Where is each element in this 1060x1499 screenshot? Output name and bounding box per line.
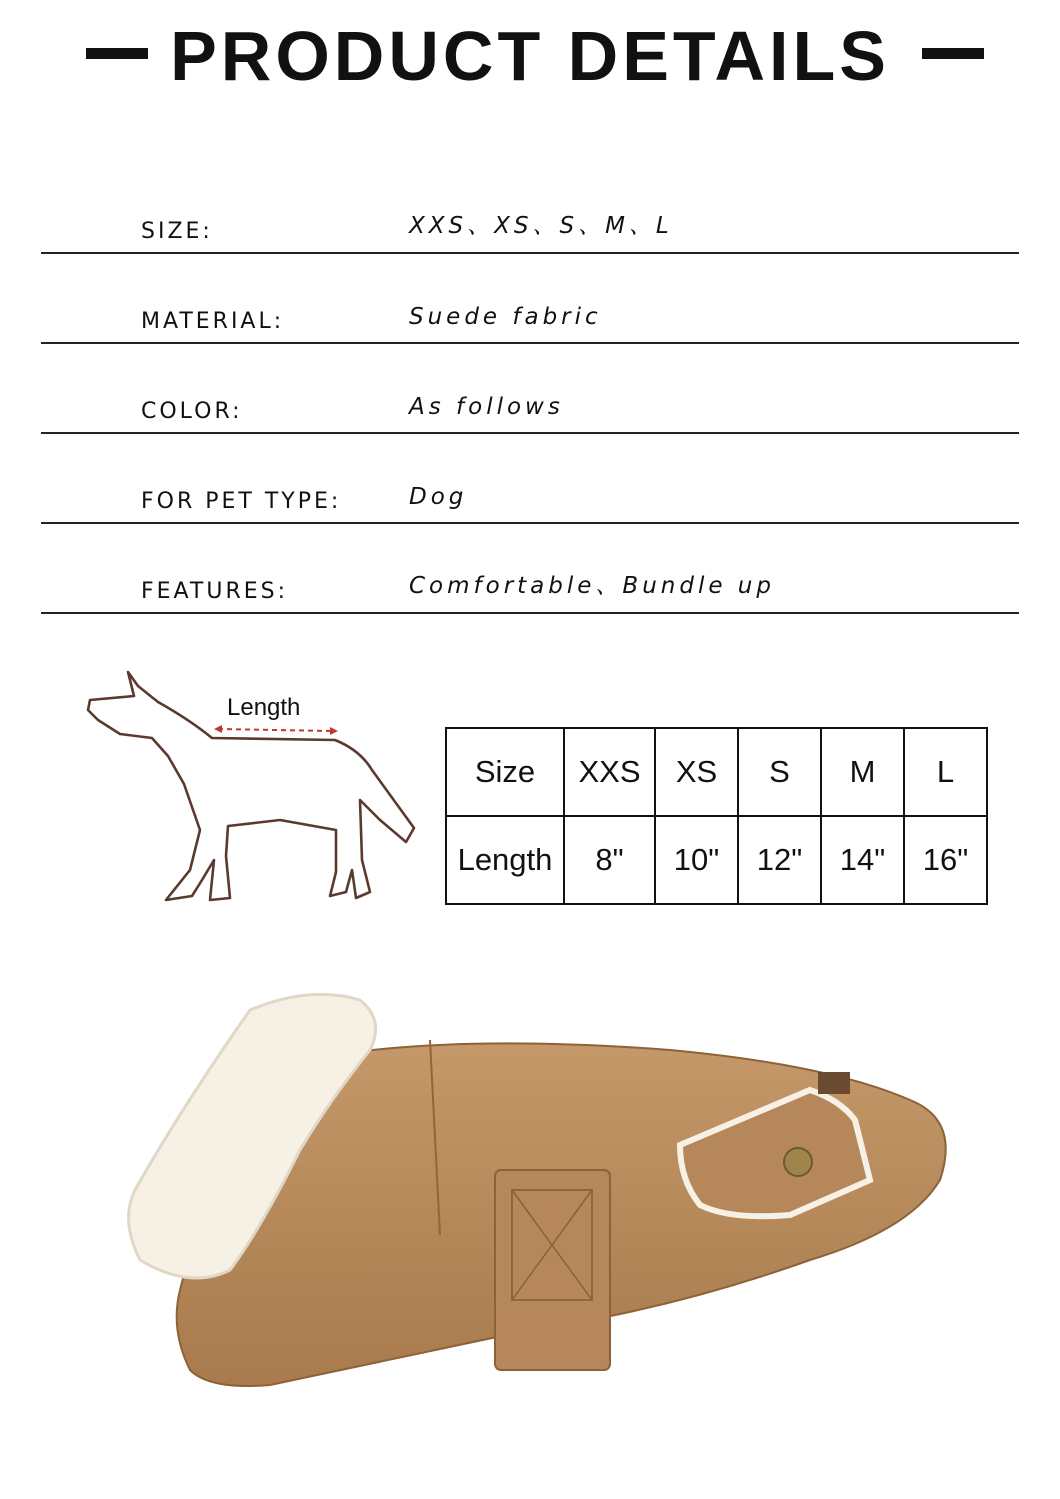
- table-cell: Length: [446, 816, 564, 904]
- table-cell: 14": [821, 816, 904, 904]
- spec-label: COLOR:: [141, 399, 243, 424]
- dog-measurement-diagram: [80, 660, 425, 910]
- table-cell: M: [821, 728, 904, 816]
- spec-row-features: [41, 524, 1019, 614]
- spec-list: [41, 190, 1019, 614]
- spec-label: MATERIAL:: [141, 309, 285, 334]
- spec-row-pet-type: [41, 434, 1019, 524]
- table-cell: 16": [904, 816, 987, 904]
- page-title: PRODUCT DETAILS: [170, 17, 890, 95]
- spec-label: FEATURES:: [141, 579, 289, 604]
- spec-value: XXS、XS、S、M、L: [409, 213, 673, 239]
- table-row: [446, 728, 987, 816]
- table-cell: L: [904, 728, 987, 816]
- page-header: [0, 0, 1060, 120]
- spec-row-color: [41, 344, 1019, 434]
- length-label: Length: [227, 694, 301, 721]
- table-cell: Size: [446, 728, 564, 816]
- spec-row-size: [41, 190, 1019, 254]
- dog-coat-icon: [110, 990, 960, 1390]
- table-cell: 12": [738, 816, 821, 904]
- dog-coat-image: [110, 990, 960, 1390]
- table-cell: S: [738, 728, 821, 816]
- spec-value: Suede fabric: [409, 304, 602, 330]
- spec-value: As follows: [409, 394, 564, 420]
- header-dash-right: [922, 48, 984, 59]
- spec-value: Dog: [409, 484, 468, 510]
- table-cell: XXS: [564, 728, 655, 816]
- table-row: [446, 816, 987, 904]
- spec-value: Comfortable、Bundle up: [409, 573, 775, 599]
- table-cell: 8": [564, 816, 655, 904]
- table-cell: 10": [655, 816, 738, 904]
- table-cell: XS: [655, 728, 738, 816]
- spec-label: FOR PET TYPE:: [141, 489, 342, 514]
- spec-label: SIZE:: [141, 219, 213, 244]
- size-chart-table: [445, 727, 988, 905]
- spec-row-material: [41, 254, 1019, 344]
